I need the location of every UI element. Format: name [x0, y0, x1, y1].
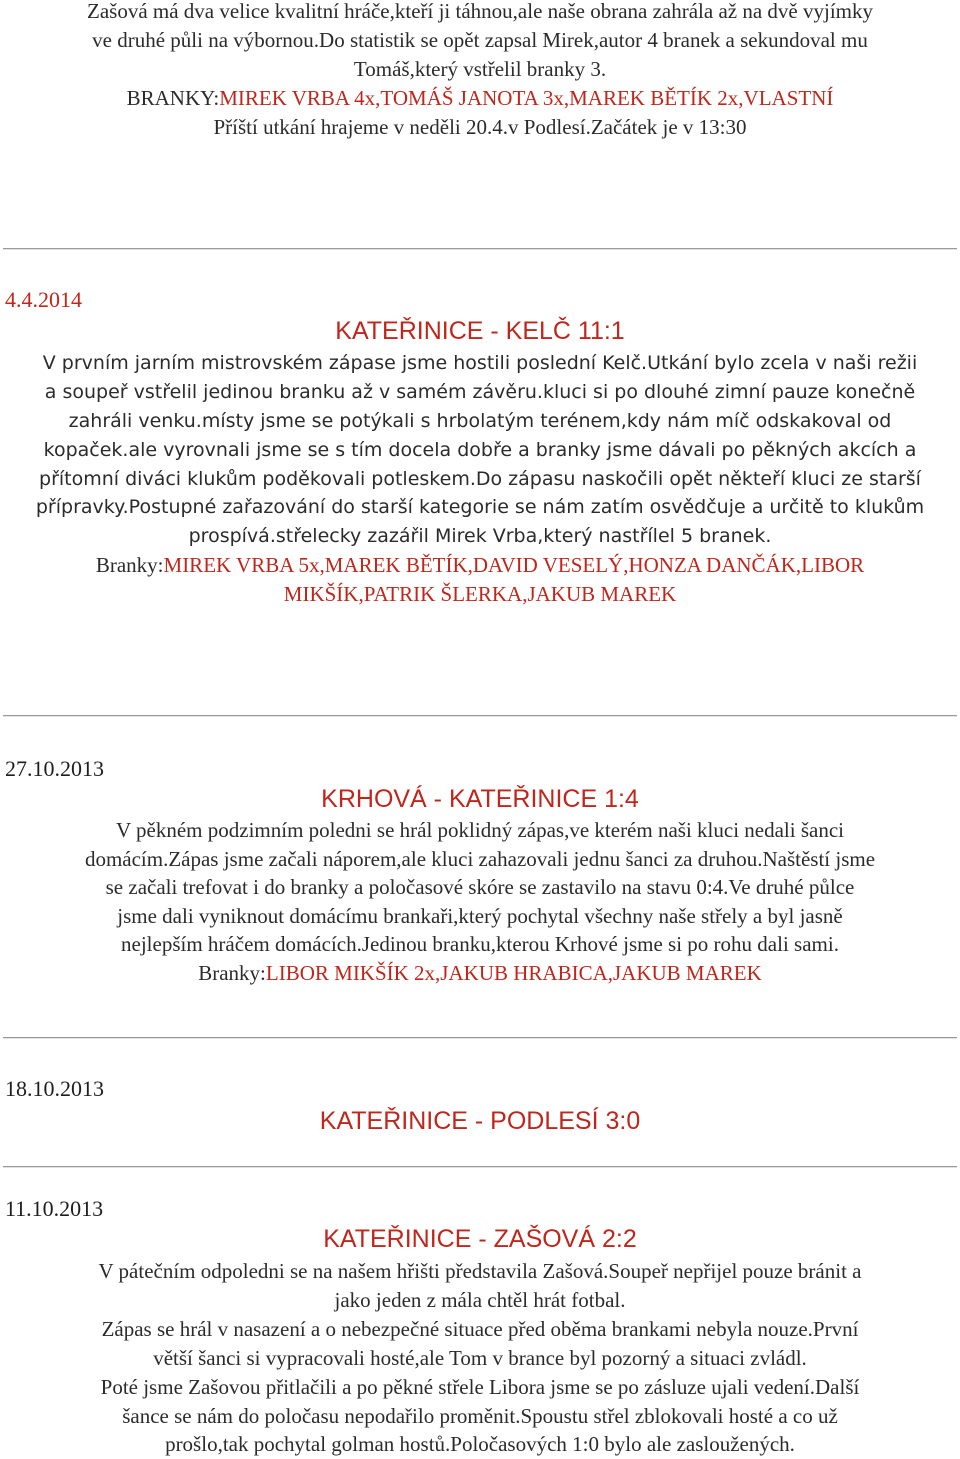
- scorers-list: LIBOR MIKŠÍK 2x,JAKUB HRABICA,JAKUB MAREK: [265, 961, 762, 985]
- scorers-list-continued: MIKŠÍK,PATRIK ŠLERKA,JAKUB MAREK: [283, 582, 677, 606]
- report-text-line: přítomní diváci klukům poděkovali potleskem.Do zápasu naskočili opět někteří kluci ze starší: [39, 468, 921, 490]
- match-title: KATEŘINICE - PODLESÍ 3:0: [319, 1107, 641, 1135]
- report-text-line: Tomáš,který vstřelil branky 3.: [353, 57, 607, 81]
- report-text-line: jsme dali vyniknout domácímu brankaři,který pochytal všechny naše střely a byl jasně: [117, 904, 843, 928]
- section-divider: [3, 1166, 957, 1168]
- report-text-line: Zápas se hrál v nasazení a o nebezpečné situace před oběma brankami nebyla nouze.První: [101, 1317, 859, 1341]
- scorers-list: MIREK VRBA 5x,MAREK BĚTÍK,DAVID VESELÝ,HONZA DANČÁK,LIBOR: [163, 553, 865, 577]
- scorers-line: [0, 551, 960, 579]
- match-date: 4.4.2014: [5, 287, 82, 312]
- report-text-line: jako jeden z mála chtěl hrát fotbal.: [334, 1288, 626, 1312]
- report-text-line: Poté jsme Zašovou přitlačili a po pěkné střele Libora jsme se po zásluze ujali vedení.Další: [100, 1375, 860, 1399]
- report-text-line: přípravky.Postupné zařazování do starší kategorie se nám zatím osvědčuje a určitě to klukům: [35, 496, 925, 518]
- report-text-line: V prvním jarním mistrovském zápase jsme hostili poslední Kelč.Utkání bylo zcela v naši režii: [42, 352, 918, 374]
- report-text-line: domácím.Zápas jsme začali náporem,ale kluci zahazovali jednu šanci za druhou.Naštěstí jsme: [84, 847, 876, 871]
- match-title: KRHOVÁ - KATEŘINICE 1:4: [321, 785, 639, 813]
- report-text-line: šance se nám do poločasu nepodařilo proměnit.Spoustu střel zblokovali hosté a co už: [122, 1404, 838, 1428]
- report-text-line: V pěkném podzimním poledni se hrál poklidný zápas,ve kterém naši kluci nedali šanci: [115, 818, 844, 842]
- report-text-line: Zašová má dva velice kvalitní hráče,kteří ji táhnou,ale naše obrana zahrála až na dvě vyjímky: [87, 0, 873, 23]
- report-text-line: V pátečním odpoledni se na našem hřišti představila Zašová.Soupeř nepřijel pouze bránit a: [98, 1259, 862, 1283]
- scorers-label: Branky:: [95, 553, 164, 577]
- report-text-line: prošlo,tak pochytal golman hostů.Poločasových 1:0 bylo ale zasloužených.: [165, 1432, 795, 1456]
- report-text-line: ve druhé půli na výbornou.Do statistik se opět zapsal Mirek,autor 4 branek a sekundoval mu: [92, 28, 868, 52]
- match-date: 27.10.2013: [5, 756, 104, 781]
- scorers-line: [0, 959, 960, 987]
- report-text-line: zahráli venku.místy jsme se potýkali s hrbolatým terénem,kdy nám míč odskakoval od: [68, 410, 892, 432]
- report-text-line: větší šanci si vypracovali hosté,ale Tom v brance byl pozorný a situaci zvládl.: [153, 1346, 807, 1370]
- report-text-line: a soupeř vstřelil jedinou branku až v samém závěru.kluci si po dlouhé zimní pauze konečně: [44, 381, 916, 403]
- report-text-line: nejlepším hráčem domácích.Jedinou branku,kterou Krhové jsme si po rohu dali sami.: [121, 932, 839, 956]
- match-date: 11.10.2013: [5, 1196, 104, 1221]
- match-title: KATEŘINICE - ZAŠOVÁ 2:2: [323, 1225, 637, 1253]
- match-date: 18.10.2013: [5, 1076, 104, 1101]
- match-title: KATEŘINICE - KELČ 11:1: [335, 317, 625, 345]
- scorers-label: Branky:: [198, 961, 266, 985]
- report-text-line: se začali trefovat i do branky a poločasové skóre se zastavilo na stavu 0:4.Ve druhé půlce: [105, 875, 855, 899]
- section-divider: [3, 715, 957, 717]
- scorers-label: BRANKY:: [126, 86, 220, 110]
- report-text-line: kopaček.ale vyrovnali jsme se s tím docela dobře a branky jsme dávali po pěkných akcích a: [43, 439, 917, 461]
- section-divider: [3, 1037, 957, 1039]
- report-text-line: prospívá.střelecky zazářil Mirek Vrba,který nastřílel 5 branek.: [188, 525, 772, 547]
- scorers-list: MIREK VRBA 4x,TOMÁŠ JANOTA 3x,MAREK BĚTÍK 2x,VLASTNÍ: [219, 86, 834, 110]
- scorers-line: [0, 84, 960, 112]
- next-match-info: Příští utkání hrajeme v neděli 20.4.v Podlesí.Začátek je v 13:30: [213, 115, 747, 139]
- section-divider: [3, 248, 957, 250]
